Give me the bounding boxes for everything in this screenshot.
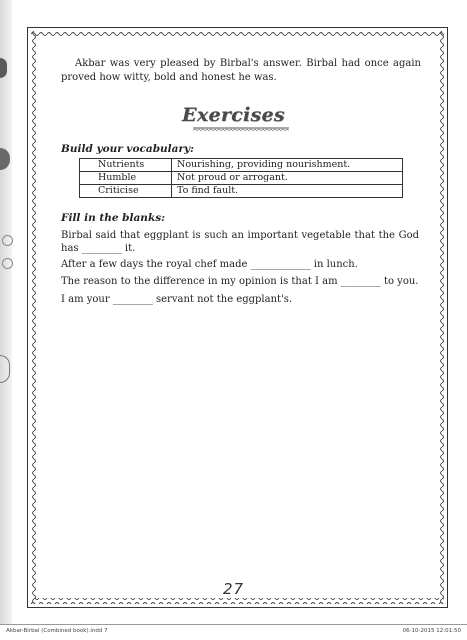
print-slug-timestamp: 06-10-2015 12:01:50 xyxy=(402,628,461,634)
vocab-meaning: Not proud or arrogant. xyxy=(172,172,403,185)
vocab-word: Humble xyxy=(80,172,172,185)
spine-illustration-fragment xyxy=(2,258,13,269)
vocab-word: Criticise xyxy=(80,185,172,198)
vocabulary-table xyxy=(79,158,403,198)
print-crop-line xyxy=(0,624,467,625)
fill-blank-question: Birbal said that eggplant is such an important vegetable that the God has ________ it. xyxy=(61,230,419,254)
print-slug-filename: Akbar-Birbal (Combined book).indd 7 xyxy=(6,628,108,634)
story-closing-paragraph: Akbar was very pleased by Birbal's answer. Birbal had once again proved how witty, bold and honest he was. xyxy=(61,58,421,83)
vocab-meaning: Nourishing, providing nourishment. xyxy=(172,159,403,172)
table-row xyxy=(80,172,403,185)
vocab-word: Nutrients xyxy=(80,159,172,172)
spine-illustration-fragment xyxy=(2,235,13,246)
exercises-heading: Exercises xyxy=(182,104,285,126)
fill-blank-question: The reason to the difference in my opinion is that I am ________ to you. xyxy=(61,276,419,287)
vocabulary-title: Build your vocabulary: xyxy=(61,143,194,155)
fill-blank-question: After a few days the royal chef made ____________ in lunch. xyxy=(61,259,358,270)
vocab-meaning: To find fault. xyxy=(172,185,403,198)
table-row xyxy=(80,185,403,198)
page-number: 27 xyxy=(222,580,245,598)
book-spine-edge xyxy=(0,0,12,624)
fill-blanks-title: Fill in the blanks: xyxy=(61,212,166,224)
heading-underline xyxy=(193,127,289,132)
fill-blank-question: I am your ________ servant not the eggplant's. xyxy=(61,294,293,305)
table-row xyxy=(80,159,403,172)
